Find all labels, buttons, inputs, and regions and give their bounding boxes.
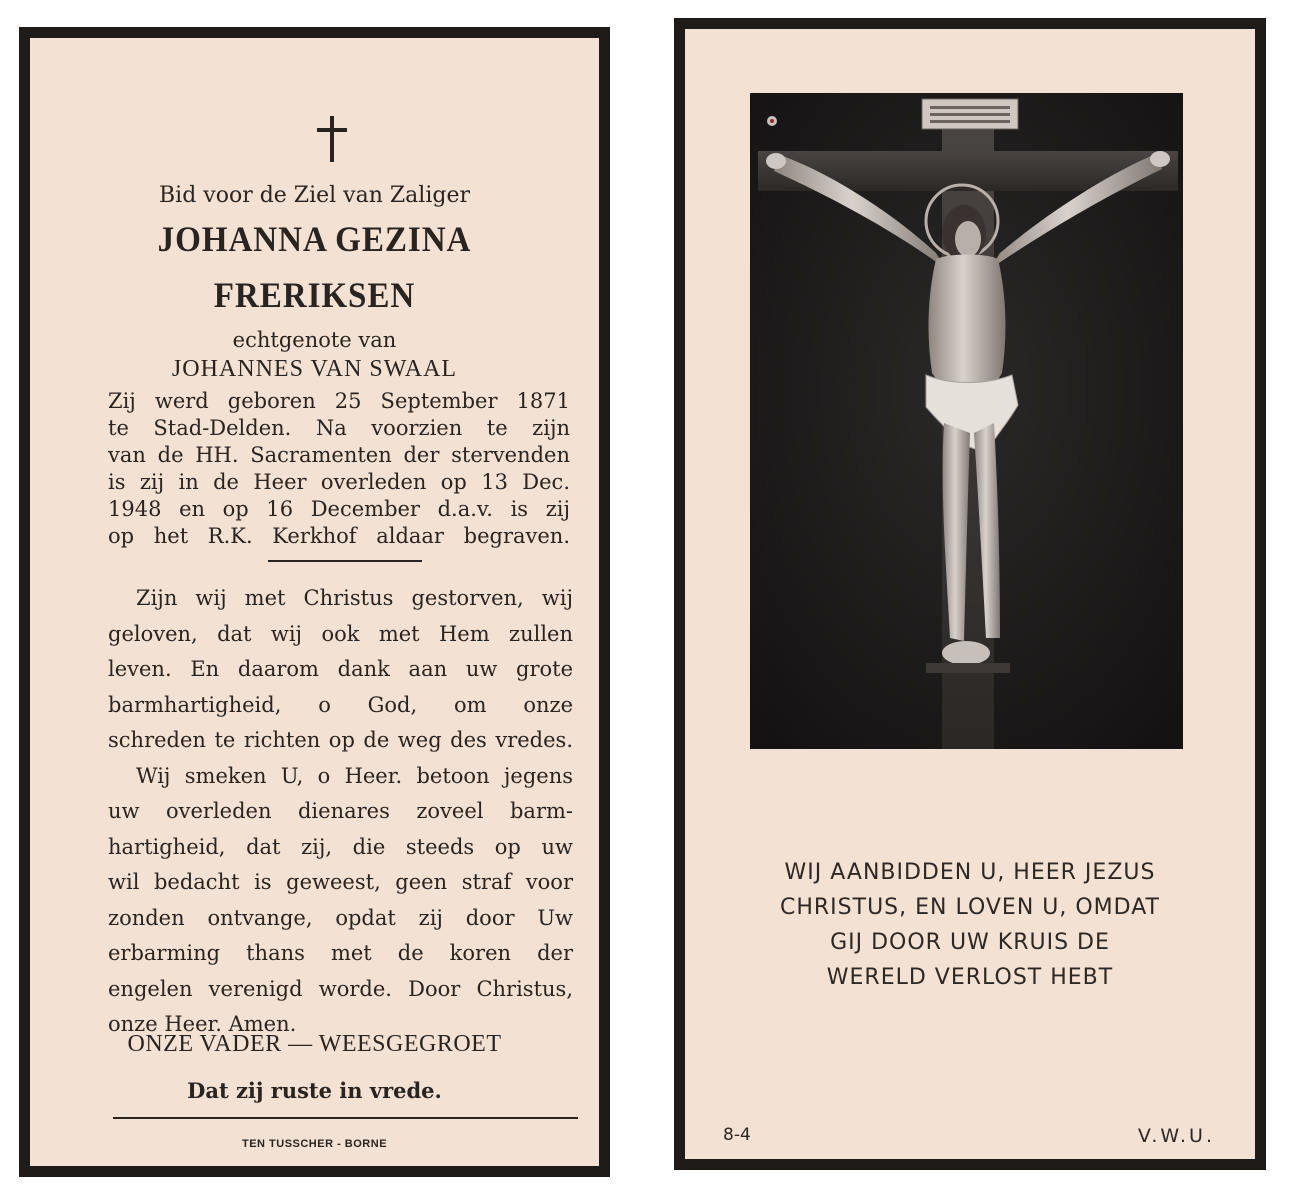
bio-line: Zij werd geboren 25 September 1871 (108, 389, 570, 413)
prayer-line: geloven, dat wij ook met Hem zullen (108, 621, 573, 646)
prayer-line: zonden ontvange, opdat zij door Uw (108, 905, 573, 930)
prayer-line: leven. En daarom dank aan uw grote (108, 657, 573, 681)
deceased-name-line1: JOHANNA GEZINA (157, 219, 472, 259)
crucifix-illustration (750, 93, 1183, 749)
bio-line: op het R.K. Kerkhof aldaar begraven. (108, 524, 570, 548)
adoration-line: WIJ AANBIDDEN U, HEER JEZUS (784, 860, 1156, 885)
divider (268, 560, 422, 562)
adoration-line: GIJ DOOR UW KRUIS DE (830, 930, 1110, 955)
footer-divider (113, 1117, 578, 1119)
spouse-name: JOHANNES VAN SWAAL (171, 356, 458, 382)
closing-prayers: ONZE VADER — WEESGEGROET (127, 1031, 502, 1057)
adoration-prayer (685, 855, 1255, 995)
prayer-line: barmhartigheid, o God, om onze (108, 692, 573, 717)
spouse-label: echtgenote van (232, 328, 397, 352)
bio-line: te Stad-Delden. Na voorzien te zijn (108, 416, 570, 440)
prayer-text (108, 581, 573, 1043)
prayer-line: hartigheid, dat zij, die steeds op uw (108, 834, 573, 859)
prayer-line: erbarming thans met de koren der (108, 941, 573, 965)
prayer-line: Zijn wij met Christus gestorven, wij (136, 586, 573, 610)
rest-in-peace: Dat zij ruste in vrede. (187, 1078, 442, 1103)
bio-line: is zij in de Heer overleden op 13 Dec. (108, 470, 570, 494)
prayer-line: uw overleden dienares zoveel barm- (108, 799, 573, 823)
crucifixion-image (750, 93, 1183, 749)
prayer-line: schreden te richten op de weg des vredes. (108, 728, 573, 752)
deceased-name-line2: FRERIKSEN (213, 275, 416, 315)
prayer-line: onze Heer. Amen. (108, 1012, 297, 1036)
card-code: 8-4 (723, 1125, 751, 1145)
printer-credit: TEN TUSSCHER - BORNE (241, 1138, 388, 1150)
adoration-line: WERELD VERLOST HEBT (826, 965, 1114, 990)
biography (108, 388, 570, 550)
adoration-line: CHRISTUS, EN LOVEN U, OMDAT (779, 895, 1160, 920)
intro-text: Bid voor de Ziel van Zaliger (159, 183, 470, 208)
prayer-line: wil bedacht is geweest, geen straf voor (108, 870, 573, 894)
prayer-line: Wij smeken U, o Heer. betoon jegens (136, 763, 573, 788)
prayer-line: engelen verenigd worde. Door Christus, (108, 976, 573, 1001)
memorial-card-front (19, 27, 610, 1177)
bio-line: 1948 en op 16 December d.a.v. is zij (108, 497, 570, 521)
publisher-mark: V.W.U. (1137, 1125, 1215, 1147)
bio-line: van de HH. Sacramenten der stervenden (108, 443, 570, 467)
cross-icon (330, 116, 334, 162)
memorial-card-back (674, 18, 1266, 1170)
